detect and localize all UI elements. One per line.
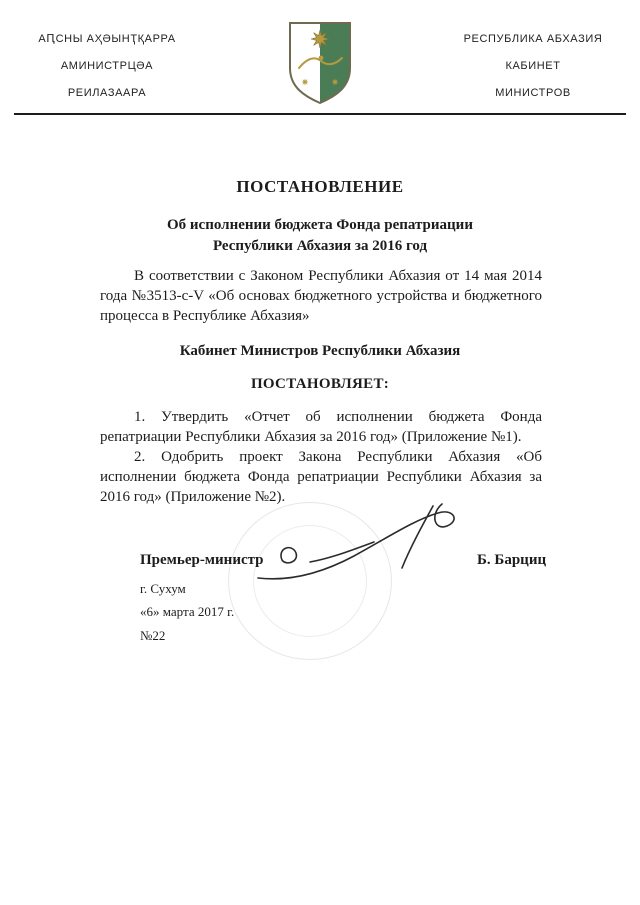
- header-right-line3: МИНИСТРОВ: [495, 87, 571, 99]
- intro-section: [100, 266, 542, 326]
- date-line: «6» марта 2017 г.: [140, 604, 235, 619]
- header-right-line1: РЕСПУБЛИКА АБХАЗИЯ: [463, 33, 603, 45]
- resolution-items: [100, 407, 542, 507]
- header-left-line1: АԤСНЫ АҲӘЫНҬҚАРРА: [38, 33, 176, 45]
- signatory-name: Б. Барциц: [477, 552, 547, 568]
- header-left-block: [22, 26, 192, 107]
- place-line: г. Сухум: [140, 581, 186, 596]
- number-line: №22: [140, 628, 166, 643]
- handwritten-signature: [252, 498, 482, 598]
- coat-of-arms-icon: [287, 20, 353, 106]
- authority-line: Кабинет Министров Республики Абхазия: [179, 343, 461, 359]
- header-left-line3: РЕИЛАЗААРА: [67, 87, 147, 99]
- header-right-line2: КАБИНЕТ: [505, 60, 561, 72]
- document-title: ПОСТАНОВЛЕНИЕ: [236, 177, 404, 196]
- subtitle-line1: Об исполнении бюджета Фонда репатриации: [167, 217, 473, 233]
- subtitle-line2: Республики Абхазия за 2016 год: [212, 238, 428, 254]
- document-subtitle: [0, 215, 640, 257]
- header-right-block: [448, 26, 618, 107]
- signatory-post: Премьер-министр: [140, 552, 264, 568]
- resolution-item-1: 1. Утвердить «Отчет об исполнении бюджета Фонда репатриации Республики Абхазия за 2016 год» (Приложение №1).: [100, 409, 542, 445]
- intro-paragraph: В соответствии с Законом Республики Абхазия от 14 мая 2014 года №3513-с-V «Об основах бюджетного устройства и бюджетного процесса в Республике Абхазия»: [100, 268, 542, 324]
- header-divider: [14, 113, 626, 115]
- resolution-item-2: 2. Одобрить проект Закона Республики Абхазия «Об исполнении бюджета Фонда репатриации Республики Абхазия за 2016 год» (Приложение №2).: [100, 449, 542, 505]
- header-left-line2: АМИНИСТРЦӘА: [60, 60, 154, 72]
- resolves-line: ПОСТАНОВЛЯЕТ:: [250, 376, 390, 392]
